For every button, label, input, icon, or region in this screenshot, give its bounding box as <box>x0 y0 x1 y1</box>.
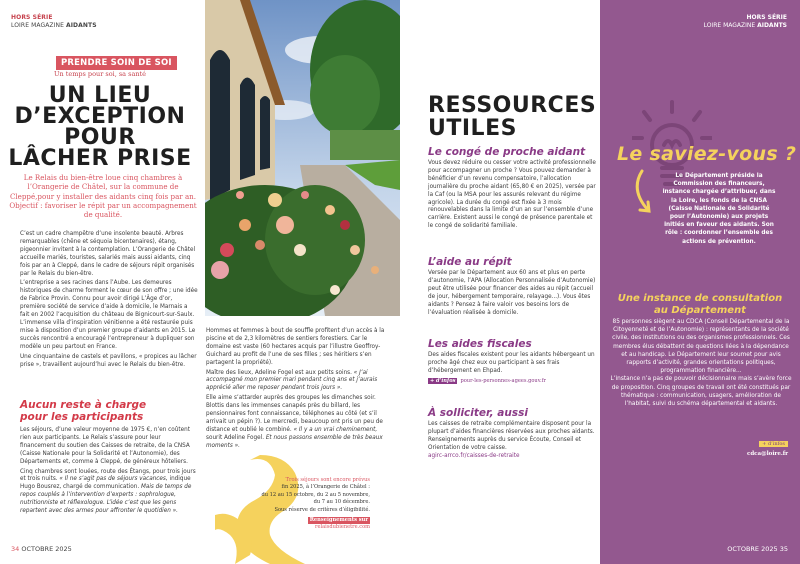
magazine-edition: AIDANTS <box>757 22 787 29</box>
paragraph <box>206 395 386 450</box>
title-line: RESSOURCES <box>428 93 597 118</box>
website-link[interactable]: relaisdubienetre.com <box>315 524 370 531</box>
section-text: Des aides fiscales existent pour les aidants hébergeant un proche âgé chez eux ou participant à ses frais d’hébergement en Ehpad. <box>428 352 595 374</box>
section-heading: À solliciter, aussi <box>428 407 528 419</box>
section-heading: Le congé de proche aidant <box>428 146 586 158</box>
text-run: indique Hugo Bousrez, chargé de communication. <box>20 476 191 491</box>
left-footer <box>11 545 72 553</box>
magazine-label <box>600 22 787 30</box>
right-page-header <box>600 14 787 30</box>
title-line: UN LIEU <box>48 83 152 108</box>
cdca-infos <box>600 430 788 457</box>
paragraph: L’instance n’a pas de pouvoir décisionnaire mais s’avère force de proposition. Cinq groupes de travail ont été constitués par thématique : communication, usagers, amélioration de l’habitat, suivi du schéma départemental et aidants. <box>610 376 792 408</box>
info-line: Sous réserve de critères d’éligibilité. <box>274 506 370 513</box>
issue-date: OCTOBRE 2025 <box>727 545 780 553</box>
section-text: Vous devez réduire ou cesser votre activité professionnelle pour accompagner un proche ? Vous pouvez demander à bénéficier d’un revenu compensatoire, l’allocation journalière du proche aidant (65,80 € en 2025), versée par la Caf (ou la MSA pour les assurés relevant du régime agricole). La durée du congé est fixée à 3 mois renouvelables dans la limite d’un an sur l’ensemble d’une carrière. Existent aussi le congé de présence parentale et le congé de solidarité familiale. <box>428 160 596 230</box>
info-highlight: Trois séjours sont encore prévus <box>285 477 370 483</box>
subheading-no-cost: Aucun reste à charge pour les participants <box>20 399 147 423</box>
article-body-2 <box>20 427 198 518</box>
paragraph: Les séjours, d’une valeur moyenne de 1975 €, n’en coûtent rien aux participants. Le Relais s’assure pour leur financement du soutien des Caisses de retraite, de la CNSA (Caisse Nationale pour la Solidarité et l’Autonomie), des Départements et, comme à Cleppé, de généreux hôteliers. <box>20 427 190 465</box>
page-number: 34 <box>11 545 20 553</box>
section-text: Les caisses de retraite complémentaire disposent pour la plupart d’aides financières réservées aux proches aidants. Renseignements auprès du service Écoute, Conseil et Orientation de votre caisse. <box>428 421 595 451</box>
kicker: Un temps pour soi, sa santé <box>54 70 146 78</box>
quote: « Il y a un vrai cheminement, <box>293 426 378 433</box>
title-line: D’EXCEPTION <box>14 104 186 129</box>
section-conge <box>428 146 598 231</box>
text-run: Elle aime s’attarder auprès des groupes les dimanches soir. Blottis dans les immenses canapés près du billard, les pensionnaires font connaissance, téléphones au côté (et s’il arrivait un pépin ?). Le mercredi, beaucoup ont pris un peu de distance et oublié le combiné. <box>206 395 383 433</box>
saviez-vous-title: Le saviez-vous ? <box>617 143 797 165</box>
series-label: HORS SÉRIE <box>11 14 53 21</box>
text-run: Cinq chambres sont louées, route des Étangs, pour trois jours et trois nuits. <box>20 468 196 483</box>
magazine-edition: AIDANTS <box>65 22 97 29</box>
page-number: 35 <box>779 545 788 553</box>
left-page-header <box>11 14 97 30</box>
curved-arrow-icon <box>628 168 658 218</box>
stays-info-box <box>240 477 370 532</box>
magazine-name: LOIRE MAGAZINE <box>703 22 758 29</box>
paragraph <box>206 370 386 394</box>
ressources-title <box>428 94 596 140</box>
paragraph: 85 personnes siègent au CDCA (Conseil Départemental de la Citoyenneté et de l’Autonomie) : représentants de la société civile, des institutions ou des organismes professionnels. Ces membres élus débattent de questions liées à la dépendance et au handicap. Le Département leur soumet pour avis rapports d’activité, grandes orientations politiques, programmation financière... <box>612 319 790 375</box>
paragraph <box>20 469 198 516</box>
photo-illustration <box>205 0 400 316</box>
paragraph: L’entreprise a ses racines dans l’Aube. Les demeures historiques de charme forment le cœur de son offre ; une idée de Fabrice Provin. Connu pour avoir dirigé L’Âge d’or, première société de service d’aide à domicile, le Marnais a fait en 2002 l’acquisition du château de Bignicourt-sur-Saulx. L’immense villa d’inspiration vénitienne a été restaurée puis mise à disposition d’un premier groupe d’aidants en 2015. Le succès rencontré a encouragé l’entrepreneur à dupliquer son modèle un peu partout en France. <box>20 280 198 350</box>
section-solliciter <box>428 407 598 459</box>
info-line: fin 2025, à l’Orangerie de Châtel : <box>281 484 370 491</box>
paragraph: Hommes et femmes à bout de souffle profitent d’un accès à la piscine et de 2,3 kilomètres de sentiers forestiers. Car le domaine est vaste (60 hectares acquis par l’illustre Geoffroy-Guichard au profit de l’une de ses filles ; ses héritiers s’en partagent la propriété). <box>206 328 385 366</box>
section-repit <box>428 256 598 317</box>
title-line: LÂCHER PRISE <box>8 146 192 171</box>
series-label: HORS SÉRIE <box>746 14 787 21</box>
info-tag: Renseignements sur <box>309 517 368 524</box>
right-footer <box>600 545 788 553</box>
center-body <box>206 328 386 453</box>
info-line: du 12 au 15 octobre, du 2 au 5 novembre, <box>261 491 370 498</box>
section-heading: Les aides fiscales <box>428 338 532 350</box>
rubric-badge: PRENDRE SOIN DE SOI <box>56 56 177 70</box>
infos-tag: + d’infos <box>430 377 456 384</box>
quote: « J’ai accompagné mon premier mari pendant cinq ans et j’aurais apprécié aller me reposer pendant trois jours ». <box>206 369 378 392</box>
cdca-subheading: Une instance de consultation au Département <box>617 293 783 316</box>
infos-link[interactable]: pour-les-personnes-agees.gouv.fr <box>460 377 546 384</box>
issue-date: OCTOBRE 2025 <box>19 545 72 553</box>
title-line: POUR <box>64 125 136 150</box>
text-run: sourit Adeline Fogel. <box>206 434 266 441</box>
agirc-arrco-link[interactable]: agirc-arrco.fr/caisses-de-retraite <box>428 452 520 459</box>
quote: Et nous passons ensemble de très beaux moments ». <box>206 434 383 449</box>
article-lead: Le Relais du bien-être loue cinq chambres à l’Orangerie de Châtel, sur la commune de Cleppé,pour y installer des aidants cinq fois par an. Objectif : favoriser le répit par un accompagnement de qualité. <box>9 173 197 220</box>
purple-sidebar <box>600 0 800 564</box>
title-line: UTILES <box>428 116 517 141</box>
info-line: du 7 au 10 décembre. <box>313 499 370 506</box>
quote: « Il ne s’agit pas de séjours vacances, <box>59 476 168 483</box>
saviez-vous-text: Le Département préside la Commission des financeurs, instance chargée d’attribuer, dans la Loire, les fonds de la CNSA (Caisse Nationale de Solidarité pour l’Autonomie) aux projets initiés en faveur des aidants. Son rôle : coordonner l’ensemble des actions de prévention. <box>662 173 776 245</box>
orangerie-photo <box>205 0 400 316</box>
paragraph: C’est un cadre champêtre d’une insolente beauté. Arbres remarquables (chêne et séquoia bicentenaires), étang, pigeonnier invitent à la contemplation. L’Orangerie de Châtel accueille mariés, touristes, salariés mais aussi aidants, cinq fois par an à Cleppé, dans le cadre de séjours répit organisés par le Relais du bien-être. <box>20 231 196 277</box>
section-fiscales <box>428 338 598 384</box>
infos-row <box>428 378 598 384</box>
article-title <box>0 85 205 169</box>
infos-tag: + d’infos <box>759 441 788 447</box>
paragraph: Une cinquantaine de castels et pavillons, « propices au lâcher prise », travaillent aujourd’hui avec le Relais du bien-être. <box>20 353 197 368</box>
magazine-name: LOIRE MAGAZINE <box>11 22 66 29</box>
section-heading: L’aide au répit <box>428 256 512 268</box>
email-link[interactable]: cdca@loire.fr <box>746 451 788 457</box>
text-run: Maître des lieux, Adeline Fogel est aux petits soins. <box>206 369 354 376</box>
article-body <box>20 231 198 371</box>
section-text: Versée par le Département aux 60 ans et plus en perte d’autonomie, l’APA (Allocation Personnalisée d’Autonomie) peut être utilisée pour financer des aides au répit (accueil de jour, hébergement temporaire, relayage...). Vous êtes aidants ? Pensez à faire valoir vos besoins lors de l’évaluation réalisée à domicile. <box>428 270 596 316</box>
cdca-body <box>610 318 792 408</box>
quote: Mais de temps de repos couplés à l’intervention d’experts : sophrologue, nutritionniste et réflexologue. L’idée c’est que les gens repartent avec des armes pour affronter le quotidien ». <box>20 484 192 515</box>
magazine-label <box>11 22 97 30</box>
